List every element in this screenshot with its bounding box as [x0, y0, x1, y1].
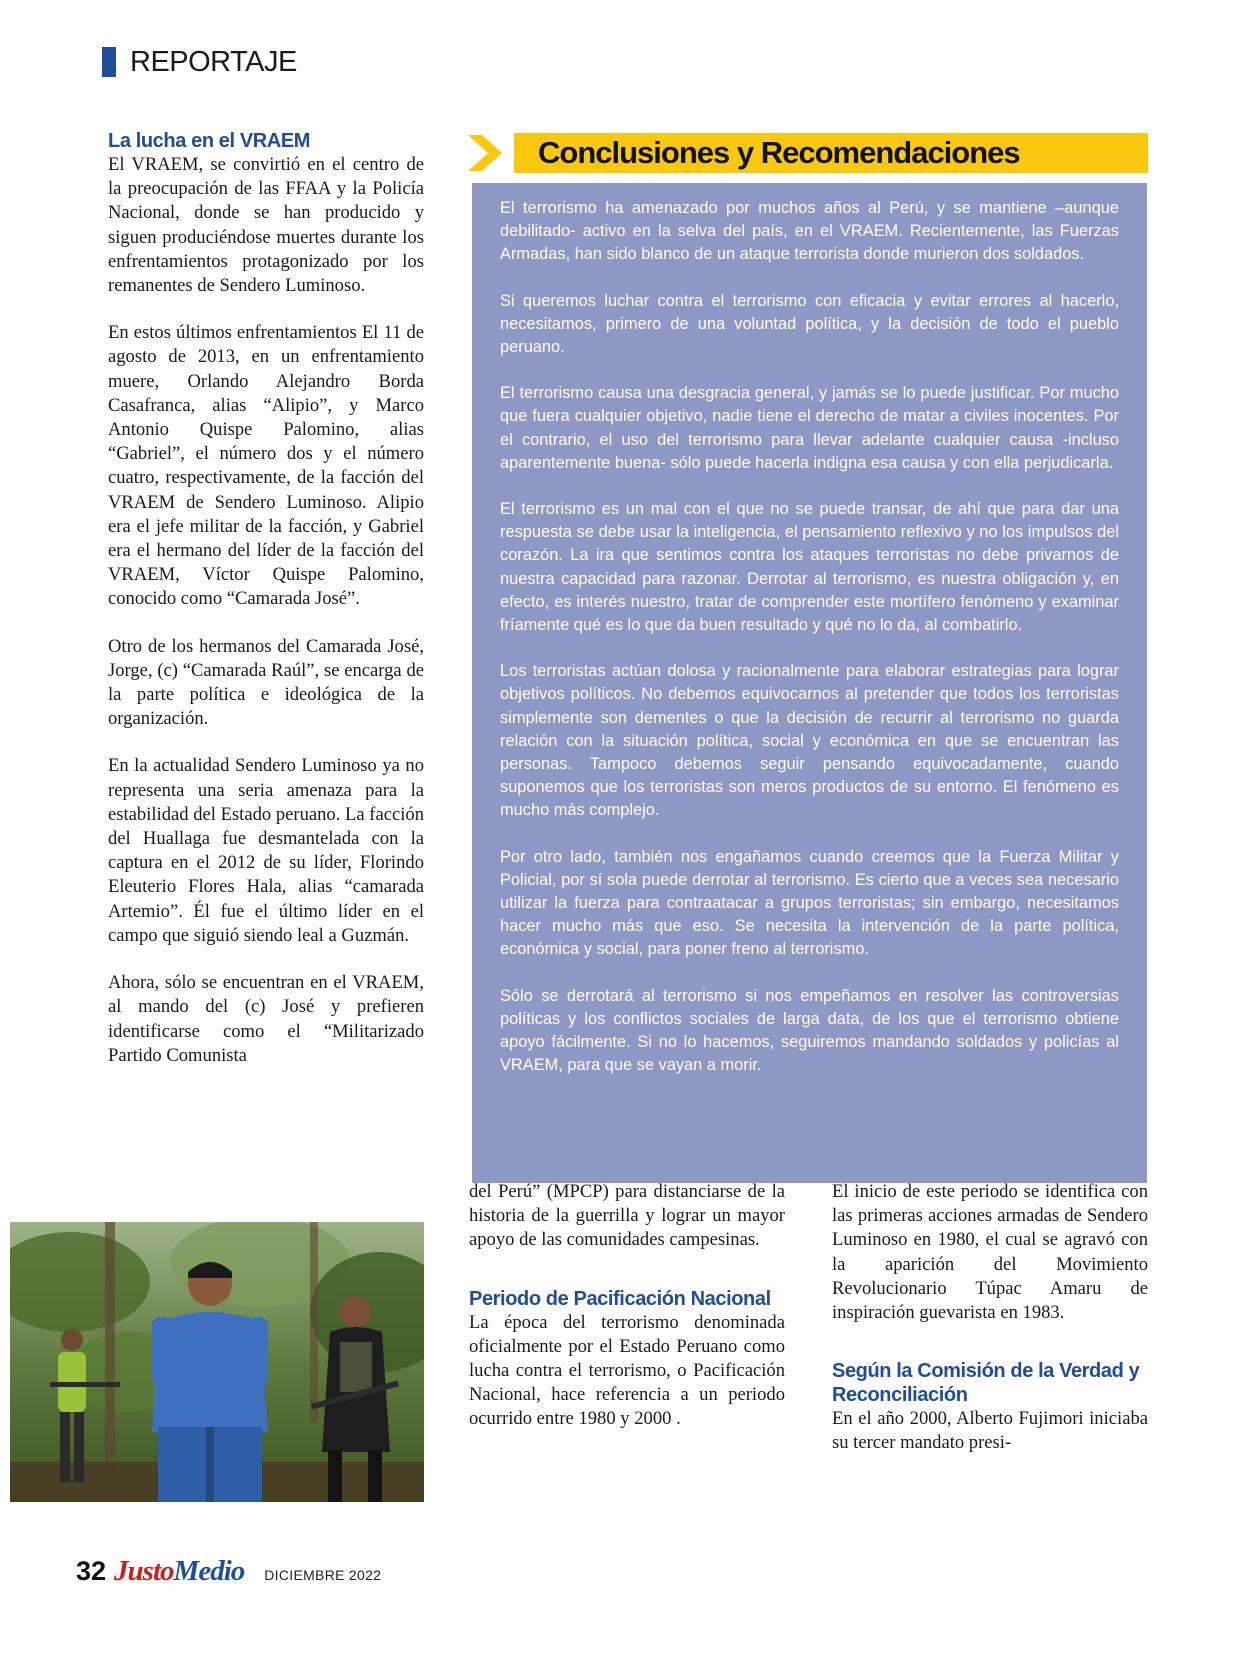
brand-logo-part2: Medio	[173, 1555, 245, 1587]
page-number: 32	[76, 1556, 107, 1586]
right-paragraph-2: En el año 2000, Alberto Fujimori iniciaba su tercer mandato presi-	[832, 1408, 1148, 1454]
right-heading: Según la Comisión de la Verdad y Reconciliación	[832, 1360, 1140, 1407]
middle-paragraph: La época del terrorismo denominada oficialmente por el Estado Peruano como lucha contra el terrorismo, o Pacificación Nacional, hace referencia a un periodo ocurrido entre 1980 y 2000 .	[469, 1311, 785, 1430]
middle-column	[469, 1180, 785, 1432]
conclusion-paragraph-5: Los terroristas actúan dolosa y racionalmente para elaborar estrategias para lograr objetivos políticos. No debemos equivocarnos al pretender que todos los terroristas simplemente son dementes o que la decisión de recurrir al terrorismo no guarda relación con la situación política, social y económica en que se encuentran las personas. Tampoco debemos seguir pensando equivocadamente, cuando suponemos que los terroristas son meros productos de su entorno. El fenómeno es mucho más complejo.	[500, 662, 1119, 820]
section-tag	[102, 46, 297, 78]
left-paragraph-2: En estos últimos enfrentamientos El 11 de agosto de 2013, en un enfrentamiento muere, Orlando Alejandro Borda Casafranca, alias “Alipio”, y Marco Antonio Quispe Palomino, alias “Gabriel”, el número dos y el número cuatro, respectivamente, de la facción del VRAEM de Sendero Luminoso. Alipio era el jefe militar de la facción, y Gabriel era el hermano del líder de la facción del VRAEM, Víctor Quispe Palomino, conocido como “Camarada José”.	[108, 322, 424, 610]
left-paragraph-1: El VRAEM, se convirtió en el centro de la preocupación de las FFAA y la Policía Nacional, donde se han producido y siguen produciéndose muertes durante los enfrentamientos protagonizado por los remanentes de Sendero Luminoso.	[108, 154, 424, 297]
left-heading: La lucha en el VRAEM	[108, 130, 311, 152]
conclusion-paragraph-3: El terrorismo causa una desgracia general, y jamás se lo puede justificar. Por mucho que fuera cualquier objetivo, nadie tiene el derecho de matar a civiles inocentes. Por el contrario, el uso del terrorismo para llevar adelante cualquier causa -incluso aparentemente buena- sólo puede hacerla indigna esa causa y con ella perjudicarla.	[500, 384, 1119, 472]
middle-continuation: del Perú” (MPCP) para distanciarse de la historia de la guerrilla y lograr un mayor apoyo de las comunidades campesinas.	[469, 1181, 785, 1251]
chevron-right-icon	[468, 135, 502, 171]
right-paragraph-1: El inicio de este periodo se identifica con las primeras acciones armadas de Sendero Luminoso en 1980, el cual se agravó con la aparición del Movimiento Revolucionario Túpac Amaru de inspiración guevarista en 1983.	[832, 1181, 1148, 1324]
left-paragraph-3: Otro de los hermanos del Camarada José, Jorge, (c) “Camarada Raúl”, se encarga de la parte política e ideológica de la organización.	[108, 635, 424, 730]
conclusion-paragraph-6: Por otro lado, también nos engañamos cuando creemos que la Fuerza Militar y Policial, por sí sola puede derrotar al terrorismo. Es cierto que a veces sea necesario utilizar la fuerza para contraatacar a grupos terroristas; sin embargo, necesitamos hacer mucho más que eso. Se necesita la intervención de la parte política, económica y social, para poner freno al terrorismo.	[500, 847, 1119, 959]
section-bar-icon	[102, 47, 116, 77]
conclusion-paragraph-7: Sólo se derrotará al terrorismo si nos empeñamos en resolver las controversias políticas y los conflictos sociales de larga data, de los que el terrorismo obtiene apoyo fácilmente. Si no lo hacemos, seguiremos mandando soldados y policías al VRAEM, para que se vayan a morir.	[500, 986, 1119, 1075]
conclusion-paragraph-1: El terrorismo ha amenazado por muchos años al Perú, y se mantiene –aunque debilitado- activo en la selva del país, en el VRAEM. Recientemente, las Fuerzas Armadas, han sido blanco de un ataque terrorista donde murieron dos soldados.	[500, 199, 1119, 264]
conclusions-title: Conclusiones y Recomendaciones	[538, 135, 1020, 170]
conclusion-paragraph-2: Si queremos luchar contra el terrorismo con eficacia y evitar errores al hacerlo, necesitamos, primero de una voluntad política, y la decisión de todo el pueblo peruano.	[500, 291, 1119, 357]
left-column	[108, 129, 424, 1068]
brand-logo-part1: Justo	[114, 1555, 174, 1587]
right-column	[832, 1180, 1148, 1456]
conclusions-header	[468, 133, 1148, 173]
page-footer	[76, 1555, 381, 1591]
conclusion-paragraph-4: El terrorismo es un mal con el que no se puede transar, de ahí que para dar una respuesta se debe usar la inteligencia, el pensamiento reflexivo y no los impulsos del corazón. La ira que sentimos contra los ataques terroristas no debe privarnos de nuestra capacidad para razonar. Derrotar al terrorismo, es nuestra obligación y, en efecto, es interés nuestro, tratar de comprender este mortífero fenómeno y examinar fríamente qué es lo que da buen resultado y qué no lo da, al combatirlo.	[500, 500, 1119, 635]
photo-illustration	[10, 1222, 424, 1502]
jungle-photo	[10, 1222, 424, 1502]
section-title: REPORTAJE	[130, 45, 297, 78]
middle-heading: Periodo de Pacificación Nacional	[469, 1287, 771, 1310]
conclusions-box	[472, 183, 1147, 1183]
left-paragraph-5: Ahora, sólo se encuentran en el VRAEM, al mando del (c) José y prefieren identificarse como el “Militarizado Partido Comunista	[108, 972, 424, 1066]
issue-date: DICIEMBRE 2022	[264, 1567, 382, 1583]
left-paragraph-4: En la actualidad Sendero Luminoso ya no representa una seria amenaza para la estabilidad del Estado peruano. La facción del Huallaga fue desmantelada con la captura en el 2012 de su líder, Florindo Eleuterio Flores Hala, alias “camarada Artemio”. Él fue el último líder en el campo que siguió siendo leal a Guzmán.	[108, 755, 424, 946]
